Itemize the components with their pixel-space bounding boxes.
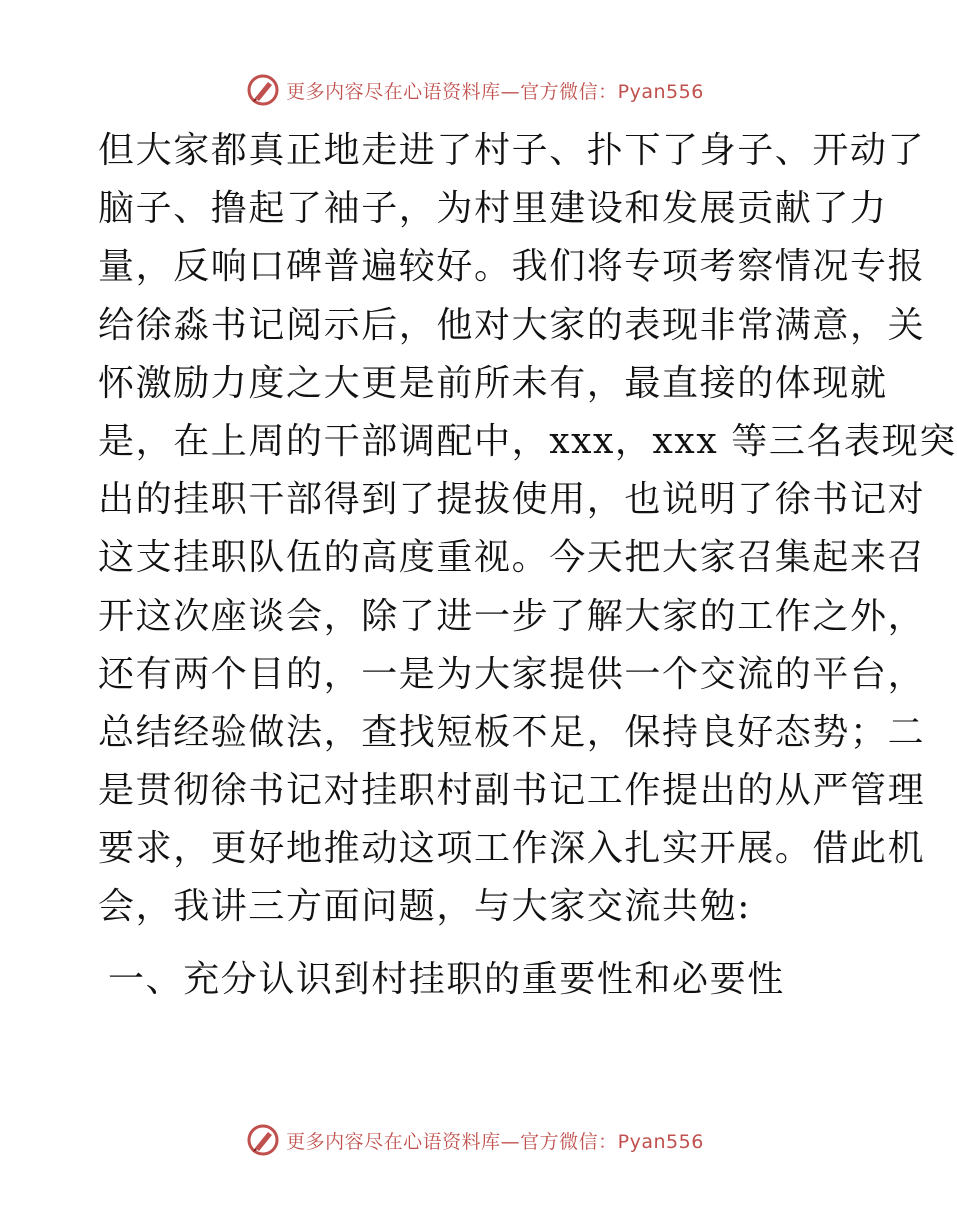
footer-banner (0, 1120, 950, 1160)
body-line: 是贯彻徐书记对挂职村副书记工作提出的从严管理 (98, 770, 926, 812)
document-body (98, 122, 957, 937)
body-line: 开这次座谈会，除了进一步了解大家的工作之外， (98, 595, 926, 637)
body-line: 这支挂职队伍的高度重视。今天把大家召集起来召 (98, 537, 926, 579)
body-line: 会，我讲三方面问题，与大家交流共勉: (98, 886, 751, 928)
footer-banner-text: 更多内容尽在心语资料库—官方微信：Pyan556 (286, 1130, 704, 1153)
header-banner-text: 更多内容尽在心语资料库—官方微信：Pyan556 (286, 80, 704, 103)
body-line: 量，反响口碑普遍较好。我们将专项考察情况专报 (98, 246, 926, 288)
body-line: 出的挂职干部得到了提拔使用，也说明了徐书记对 (98, 479, 926, 521)
body-line: 但大家都真正地走进了村子、扑下了身子、开动了 (98, 130, 926, 171)
body-line: 还有两个目的，一是为大家提供一个交流的平台， (98, 653, 926, 695)
body-line: 是，在上周的干部调配中，xxx，xxx 等三名表现突 (98, 420, 957, 462)
body-line: 要求，更好地推动这项工作深入扎实开展。借此机 (98, 828, 926, 870)
pen-logo-icon (246, 1123, 280, 1157)
body-line: 怀激励力度之大更是前所未有，最直接的体现就 (98, 362, 888, 404)
body-line: 给徐淼书记阅示后，他对大家的表现非常满意，关 (98, 304, 926, 346)
body-line: 总结经验做法，查找短板不足，保持良好态势；二 (98, 711, 926, 753)
section-heading: 一、充分认识到村挂职的重要性和必要性 (108, 959, 785, 1000)
pen-logo-icon (246, 73, 280, 107)
body-line: 脑子、撸起了袖子，为村里建设和发展贡献了力 (98, 188, 888, 230)
header-banner (0, 70, 950, 110)
